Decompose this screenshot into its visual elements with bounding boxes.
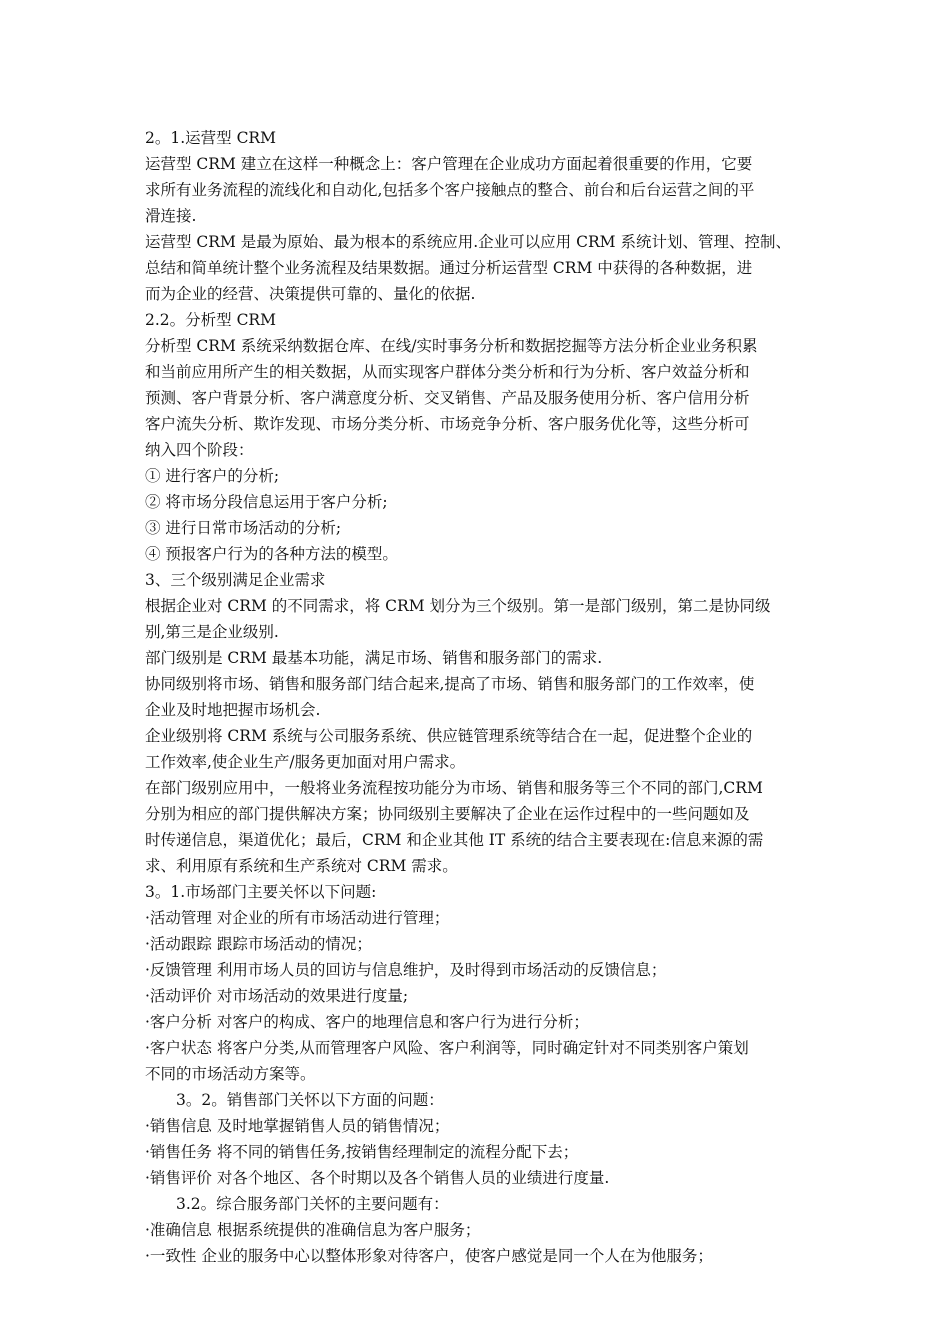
text-line: 运营型 CRM 是最为原始、最为根本的系统应用.企业可以应用 CRM 系统计划、管理、控制、: [145, 233, 791, 251]
document-body: [145, 125, 815, 1269]
text-line: 客户流失分析、欺诈发现、市场分类分析、市场竞争分析、客户服务优化等，这些分析可: [145, 415, 750, 433]
text-line: ·活动管理 对企业的所有市场活动进行管理；: [145, 909, 450, 927]
text-line: ·活动评价 对市场活动的效果进行度量;: [145, 987, 409, 1005]
text-line: 求、利用原有系统和生产系统对 CRM 需求。: [145, 857, 458, 875]
text-line: ·一致性 企业的服务中心以整体形象对待客户，使客户感觉是同一个人在为他服务；: [145, 1247, 713, 1265]
text-line: 在部门级别应用中，一般将业务流程按功能分为市场、销售和服务等三个不同的部门,CRM: [145, 779, 763, 797]
text-line: ② 将市场分段信息运用于客户分析;: [145, 493, 388, 511]
text-line: 而为企业的经营、决策提供可靠的、量化的依据.: [145, 285, 476, 303]
text-line: ① 进行客户的分析;: [145, 467, 280, 485]
text-line: 纳入四个阶段：: [145, 441, 254, 459]
text-line: 协同级别将市场、销售和服务部门结合起来,提高了市场、销售和服务部门的工作效率，使: [145, 675, 755, 693]
text-line: ·销售任务 将不同的销售任务,按销售经理制定的流程分配下去；: [145, 1143, 579, 1161]
text-line: 3.2。综合服务部门关怀的主要问题有：: [176, 1195, 449, 1213]
text-line: ·反馈管理 利用市场人员的回访与信息维护，及时得到市场活动的反馈信息；: [145, 961, 667, 979]
text-line: ·销售信息 及时地掌握销售人员的销售情况；: [145, 1117, 450, 1135]
text-line: 2。1.运营型 CRM: [145, 129, 276, 147]
text-line: ·销售评价 对各个地区、各个时期以及各个销售人员的业绩进行度量.: [145, 1169, 610, 1187]
text-line: 运营型 CRM 建立在这样一种概念上：客户管理在企业成功方面起着很重要的作用，它要: [145, 155, 753, 173]
text-line: 2.2。分析型 CRM: [145, 311, 276, 329]
text-line: ③ 进行日常市场活动的分析;: [145, 519, 342, 537]
text-line: ·客户状态 将客户分类,从而管理客户风险、客户利润等，同时确定针对不同类别客户策划: [145, 1039, 749, 1057]
text-line: 和当前应用所产生的相关数据，从而实现客户群体分类分析和行为分析、客户效益分析和: [145, 363, 750, 381]
text-line: 分析型 CRM 系统采纳数据仓库、在线/实时事务分析和数据挖掘等方法分析企业业务积累: [145, 337, 758, 355]
text-line: 不同的市场活动方案等。: [145, 1065, 316, 1083]
text-line: 时传递信息，渠道优化；最后，CRM 和企业其他 IT 系统的结合主要表现在:信息来源的需: [145, 831, 764, 849]
text-line: 企业及时地把握市场机会.: [145, 701, 321, 719]
text-line: 分别为相应的部门提供解决方案；协同级别主要解决了企业在运作过程中的一些问题如及: [145, 805, 750, 823]
text-line: 企业级别将 CRM 系统与公司服务系统、供应链管理系统等结合在一起，促进整个企业的: [145, 727, 753, 745]
text-line: 预测、客户背景分析、客户满意度分析、交叉销售、产品及服务使用分析、客户信用分析: [145, 389, 750, 407]
text-line: 3。2。销售部门关怀以下方面的问题：: [176, 1091, 444, 1109]
text-line: 3、三个级别满足企业需求: [145, 571, 326, 589]
text-line: 求所有业务流程的流线化和自动化,包括多个客户接触点的整合、前台和后台运营之间的平: [145, 181, 755, 199]
text-line: ④ 预报客户行为的各种方法的模型。: [145, 545, 398, 563]
text-line: ·准确信息 根据系统提供的准确信息为客户服务；: [145, 1221, 481, 1239]
text-line: 工作效率,使企业生产/服务更加面对用户需求。: [145, 753, 466, 771]
text-line: 根据企业对 CRM 的不同需求，将 CRM 划分为三个级别。第一是部门级别，第二是协同级: [145, 597, 771, 615]
text-line: ·活动跟踪 跟踪市场活动的情况；: [145, 935, 372, 953]
text-line: ·客户分析 对客户的构成、客户的地理信息和客户行为进行分析；: [145, 1013, 589, 1031]
text-line: 别,第三是企业级别.: [145, 623, 279, 641]
text-line: 3。1.市场部门主要关怀以下问题:: [145, 883, 377, 901]
text-line: 部门级别是 CRM 最基本功能，满足市场、销售和服务部门的需求.: [145, 649, 603, 667]
text-line: 滑连接.: [145, 207, 197, 225]
text-line: 总结和简单统计整个业务流程及结果数据。通过分析运营型 CRM 中获得的各种数据，进: [145, 259, 753, 277]
